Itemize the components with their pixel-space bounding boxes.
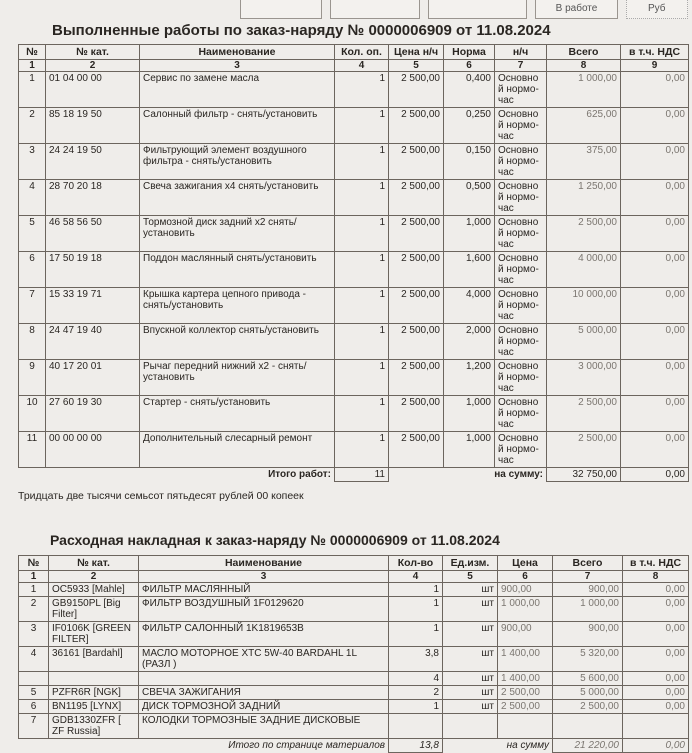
works-cell-name: Свеча зажигания x4 снять/установить	[140, 180, 335, 216]
materials-sum-total: 21 220,00	[553, 739, 623, 753]
works-cell-n: 6	[19, 252, 46, 288]
works-cell-unit: Основной нормо-час	[495, 432, 547, 468]
materials-col-number: 5	[443, 571, 498, 583]
materials-cell-n: 2	[19, 597, 49, 622]
works-table	[18, 44, 689, 482]
works-cell-price: 2 500,00	[389, 360, 444, 396]
works-row	[19, 108, 689, 144]
works-cell-qty: 1	[335, 360, 389, 396]
materials-cell-total: 900,00	[553, 622, 623, 647]
works-cell-price: 2 500,00	[389, 108, 444, 144]
top-field-2	[330, 0, 420, 19]
works-cell-name: Крышка картера цепного привода - снять/установить	[140, 288, 335, 324]
works-cell-name: Стартер - снять/установить	[140, 396, 335, 432]
works-cell-norm: 1,600	[444, 252, 495, 288]
works-cell-name: Сервис по замене масла	[140, 72, 335, 108]
works-cell-name: Салонный фильтр - снять/установить	[140, 108, 335, 144]
works-col-header: Всего	[547, 45, 621, 60]
materials-cell-name: ФИЛЬТР САЛОННЫЙ 1K1819653B	[139, 622, 389, 647]
works-cell-name: Рычаг передний нижний x2 - снять/установить	[140, 360, 335, 396]
materials-col-header: Ед.изм.	[443, 556, 498, 571]
works-cell-norm: 1,200	[444, 360, 495, 396]
works-cell-unit: Основной нормо-час	[495, 252, 547, 288]
materials-cell-name: КОЛОДКИ ТОРМОЗНЫЕ ЗАДНИЕ ДИСКОВЫЕ	[139, 714, 389, 739]
materials-cell-n: 3	[19, 622, 49, 647]
materials-cell-total: 5 600,00	[553, 672, 623, 686]
works-cell-unit: Основной нормо-час	[495, 324, 547, 360]
works-cell-norm: 2,000	[444, 324, 495, 360]
works-cell-n: 10	[19, 396, 46, 432]
works-row	[19, 324, 689, 360]
works-cell-qty: 1	[335, 72, 389, 108]
works-cell-n: 7	[19, 288, 46, 324]
materials-cell-price	[498, 714, 553, 739]
works-cell-price: 2 500,00	[389, 432, 444, 468]
works-col-number: 4	[335, 60, 389, 72]
materials-cell-vat: 0,00	[623, 597, 689, 622]
works-cell-norm: 0,500	[444, 180, 495, 216]
works-total-row	[19, 468, 689, 482]
materials-row	[19, 714, 689, 739]
materials-col-number: 1	[19, 571, 49, 583]
works-cell-unit: Основной нормо-час	[495, 396, 547, 432]
works-row	[19, 360, 689, 396]
materials-cell-vat	[623, 714, 689, 739]
materials-cell-vat: 0,00	[623, 647, 689, 672]
materials-col-number: 4	[389, 571, 443, 583]
materials-cell-n: 7	[19, 714, 49, 739]
materials-sum-vat: 0,00	[623, 739, 689, 753]
materials-cell-vat: 0,00	[623, 583, 689, 597]
works-cell-cat: 24 24 19 50	[46, 144, 140, 180]
works-cell-norm: 1,000	[444, 396, 495, 432]
works-cell-name: Дополнительный слесарный ремонт	[140, 432, 335, 468]
works-cell-cat: 24 47 19 40	[46, 324, 140, 360]
works-cell-price: 2 500,00	[389, 288, 444, 324]
materials-cell-qty	[389, 714, 443, 739]
materials-table	[18, 555, 689, 753]
materials-col-header: Всего	[553, 556, 623, 571]
materials-col-header: № кат.	[49, 556, 139, 571]
works-cell-norm: 0,400	[444, 72, 495, 108]
works-cell-name: Впускной коллектор снять/установить	[140, 324, 335, 360]
materials-title: Расходная накладная к заказ-наряду № 0000006909 от 11.08.2024	[50, 532, 500, 548]
works-col-header: Норма	[444, 45, 495, 60]
materials-col-number: 6	[498, 571, 553, 583]
materials-colnum-row	[19, 571, 689, 583]
works-cell-price: 2 500,00	[389, 72, 444, 108]
works-header-row	[19, 45, 689, 60]
materials-cell-price: 1 000,00	[498, 597, 553, 622]
works-colnum-row	[19, 60, 689, 72]
materials-cell-total: 1 000,00	[553, 597, 623, 622]
works-cell-unit: Основной нормо-час	[495, 108, 547, 144]
works-cell-qty: 1	[335, 324, 389, 360]
works-cell-norm: 0,250	[444, 108, 495, 144]
works-cell-cat: 27 60 19 30	[46, 396, 140, 432]
materials-cell-qty: 1	[389, 597, 443, 622]
materials-cell-name: СВЕЧА ЗАЖИГАНИЯ	[139, 686, 389, 700]
materials-row	[19, 686, 689, 700]
materials-cell-price: 2 500,00	[498, 686, 553, 700]
works-cell-vat: 0,00	[621, 252, 689, 288]
works-cell-total: 375,00	[547, 144, 621, 180]
works-col-header: в т.ч. НДС	[621, 45, 689, 60]
works-cell-n: 9	[19, 360, 46, 396]
works-cell-unit: Основной нормо-час	[495, 180, 547, 216]
works-row	[19, 180, 689, 216]
materials-cell-unit: шт	[443, 622, 498, 647]
materials-col-header: Наименование	[139, 556, 389, 571]
works-cell-total: 2 500,00	[547, 396, 621, 432]
materials-cell-name: ФИЛЬТР ВОЗДУШНЫЙ 1F0129620	[139, 597, 389, 622]
materials-row	[19, 700, 689, 714]
works-cell-cat: 15 33 19 71	[46, 288, 140, 324]
works-col-number: 9	[621, 60, 689, 72]
currency-field: Руб	[626, 0, 689, 19]
materials-sum-label: на сумму	[506, 740, 549, 751]
materials-total-label: Итого по странице материалов	[228, 740, 385, 751]
materials-cell-price: 2 500,00	[498, 700, 553, 714]
works-cell-cat: 17 50 19 18	[46, 252, 140, 288]
works-cell-unit: Основной нормо-час	[495, 360, 547, 396]
works-cell-price: 2 500,00	[389, 144, 444, 180]
top-field-3	[428, 0, 528, 19]
works-cell-vat: 0,00	[621, 180, 689, 216]
works-cell-total: 5 000,00	[547, 324, 621, 360]
works-cell-cat: 28 70 20 18	[46, 180, 140, 216]
materials-cell-cat: GB9150PL [Big Filter]	[49, 597, 139, 622]
materials-cell-cat: 36161 [Bardahl]	[49, 647, 139, 672]
works-cell-n: 1	[19, 72, 46, 108]
materials-cell-total	[553, 714, 623, 739]
materials-cell-vat: 0,00	[623, 700, 689, 714]
works-col-number: 1	[19, 60, 46, 72]
works-cell-total: 3 000,00	[547, 360, 621, 396]
works-cell-price: 2 500,00	[389, 252, 444, 288]
materials-cell-unit: шт	[443, 583, 498, 597]
works-cell-unit: Основной нормо-час	[495, 288, 547, 324]
works-cell-price: 2 500,00	[389, 324, 444, 360]
materials-cell-price: 1 400,00	[498, 672, 553, 686]
materials-cell-cat: OC5933 [Mahle]	[49, 583, 139, 597]
works-row	[19, 252, 689, 288]
works-col-header: Кол. оп.	[335, 45, 389, 60]
works-cell-total: 2 500,00	[547, 216, 621, 252]
materials-cell-n: 5	[19, 686, 49, 700]
materials-col-header: Кол-во	[389, 556, 443, 571]
materials-cell-cat: GDB1330ZFR [ ZF Russia]	[49, 714, 139, 739]
works-cell-name: Фильтрующий элемент воздушного фильтра - снять/установить	[140, 144, 335, 180]
works-cell-qty: 1	[335, 144, 389, 180]
works-cell-unit: Основной нормо-час	[495, 144, 547, 180]
status-field: В работе	[535, 0, 617, 19]
materials-cell-total: 5 320,00	[553, 647, 623, 672]
materials-cell-qty: 4	[389, 672, 443, 686]
works-cell-vat: 0,00	[621, 72, 689, 108]
works-cell-total: 2 500,00	[547, 432, 621, 468]
works-col-number: 3	[140, 60, 335, 72]
materials-row	[19, 597, 689, 622]
works-cell-total: 1 000,00	[547, 72, 621, 108]
works-cell-qty: 1	[335, 396, 389, 432]
materials-total-qty: 13,8	[389, 739, 443, 753]
materials-cell-name: ДИСК ТОРМОЗНОЙ ЗАДНИЙ	[139, 700, 389, 714]
works-row	[19, 432, 689, 468]
works-cell-price: 2 500,00	[389, 180, 444, 216]
materials-col-header: Цена	[498, 556, 553, 571]
works-col-header: Цена н/ч	[389, 45, 444, 60]
works-col-number: 7	[495, 60, 547, 72]
materials-cell-n: 1	[19, 583, 49, 597]
materials-col-number: 7	[553, 571, 623, 583]
materials-cell-vat: 0,00	[623, 622, 689, 647]
works-cell-price: 2 500,00	[389, 396, 444, 432]
top-field-1	[240, 0, 322, 19]
materials-col-header: №	[19, 556, 49, 571]
works-cell-cat: 85 18 19 50	[46, 108, 140, 144]
works-col-number: 2	[46, 60, 140, 72]
works-cell-vat: 0,00	[621, 144, 689, 180]
materials-cell-unit: шт	[443, 647, 498, 672]
materials-col-number: 2	[49, 571, 139, 583]
works-col-header: Наименование	[140, 45, 335, 60]
materials-cell-cat: PZFR6R [NGK]	[49, 686, 139, 700]
works-cell-vat: 0,00	[621, 288, 689, 324]
works-cell-unit: Основной нормо-час	[495, 72, 547, 108]
materials-col-header: в т.ч. НДС	[623, 556, 689, 571]
works-cell-norm: 1,000	[444, 216, 495, 252]
works-cell-qty: 1	[335, 432, 389, 468]
materials-header-row	[19, 556, 689, 571]
works-cell-unit: Основной нормо-час	[495, 216, 547, 252]
works-row	[19, 216, 689, 252]
materials-cell-qty: 1	[389, 622, 443, 647]
works-cell-norm: 4,000	[444, 288, 495, 324]
works-cell-norm: 0,150	[444, 144, 495, 180]
materials-cell-qty: 3,8	[389, 647, 443, 672]
works-cell-cat: 00 00 00 00	[46, 432, 140, 468]
works-cell-n: 3	[19, 144, 46, 180]
works-col-header: №	[19, 45, 46, 60]
works-cell-cat: 46 58 56 50	[46, 216, 140, 252]
works-sum-label: на сумму:	[494, 469, 543, 480]
materials-col-number: 8	[623, 571, 689, 583]
works-col-number: 6	[444, 60, 495, 72]
works-cell-qty: 1	[335, 288, 389, 324]
works-row	[19, 144, 689, 180]
materials-cell-unit	[443, 714, 498, 739]
works-total-label: Итого работ:	[268, 469, 331, 480]
materials-cell-total: 2 500,00	[553, 700, 623, 714]
works-row	[19, 396, 689, 432]
materials-row	[19, 647, 689, 672]
works-cell-vat: 0,00	[621, 216, 689, 252]
materials-cell-price: 900,00	[498, 622, 553, 647]
materials-cell-name: ФИЛЬТР МАСЛЯННЫЙ	[139, 583, 389, 597]
works-cell-total: 625,00	[547, 108, 621, 144]
works-cell-n: 8	[19, 324, 46, 360]
works-cell-qty: 1	[335, 108, 389, 144]
works-cell-vat: 0,00	[621, 432, 689, 468]
works-cell-n: 5	[19, 216, 46, 252]
works-cell-vat: 0,00	[621, 360, 689, 396]
materials-col-number: 3	[139, 571, 389, 583]
works-cell-n: 11	[19, 432, 46, 468]
works-cell-norm: 1,000	[444, 432, 495, 468]
materials-cell-unit: шт	[443, 686, 498, 700]
materials-cell-qty: 2	[389, 686, 443, 700]
works-col-header: н/ч	[495, 45, 547, 60]
works-col-header: № кат.	[46, 45, 140, 60]
works-sum-vat: 0,00	[621, 468, 689, 482]
materials-cell-unit: шт	[443, 672, 498, 686]
works-cell-price: 2 500,00	[389, 216, 444, 252]
works-cell-name: Тормозной диск задний x2 снять/установить	[140, 216, 335, 252]
works-cell-qty: 1	[335, 216, 389, 252]
works-cell-n: 2	[19, 108, 46, 144]
works-cell-qty: 1	[335, 180, 389, 216]
works-cell-total: 10 000,00	[547, 288, 621, 324]
materials-cell-total: 5 000,00	[553, 686, 623, 700]
materials-cell-n: 4	[19, 647, 49, 672]
works-sum-total: 32 750,00	[547, 468, 621, 482]
materials-cell-unit: шт	[443, 597, 498, 622]
materials-cell-cat: BN1195 [LYNX]	[49, 700, 139, 714]
materials-row	[19, 622, 689, 647]
works-cell-vat: 0,00	[621, 396, 689, 432]
works-cell-total: 4 000,00	[547, 252, 621, 288]
works-cell-name: Поддон маслянный снять/установить	[140, 252, 335, 288]
materials-cell-vat: 0,00	[623, 672, 689, 686]
materials-cell-price: 1 400,00	[498, 647, 553, 672]
materials-cell-total: 900,00	[553, 583, 623, 597]
materials-cell-n: 6	[19, 700, 49, 714]
works-col-number: 8	[547, 60, 621, 72]
works-cell-qty: 1	[335, 252, 389, 288]
works-title: Выполненные работы по заказ-наряду № 0000006909 от 11.08.2024	[52, 22, 551, 39]
works-col-number: 5	[389, 60, 444, 72]
works-cell-n: 4	[19, 180, 46, 216]
works-cell-cat: 01 04 00 00	[46, 72, 140, 108]
materials-row	[19, 583, 689, 597]
works-cell-total: 1 250,00	[547, 180, 621, 216]
works-cell-vat: 0,00	[621, 324, 689, 360]
materials-cell-vat: 0,00	[623, 686, 689, 700]
works-row	[19, 72, 689, 108]
amount-in-words: Тридцать две тысячи семьсот пятьдесят рублей 00 копеек	[18, 490, 304, 502]
works-total-count: 11	[335, 468, 389, 482]
materials-cell-price: 900,00	[498, 583, 553, 597]
materials-cell-qty: 1	[389, 583, 443, 597]
works-row	[19, 288, 689, 324]
top-fields	[240, 0, 688, 22]
works-cell-vat: 0,00	[621, 108, 689, 144]
materials-cell-name: МАСЛО МОТОРНОЕ XTC 5W-40 BARDAHL 1L (РАЗЛ )	[139, 647, 389, 672]
materials-total-row	[19, 739, 689, 753]
materials-cell-qty: 1	[389, 700, 443, 714]
materials-cell-unit: шт	[443, 700, 498, 714]
works-cell-cat: 40 17 20 01	[46, 360, 140, 396]
materials-cell-cat: IF0106K [GREEN FILTER]	[49, 622, 139, 647]
